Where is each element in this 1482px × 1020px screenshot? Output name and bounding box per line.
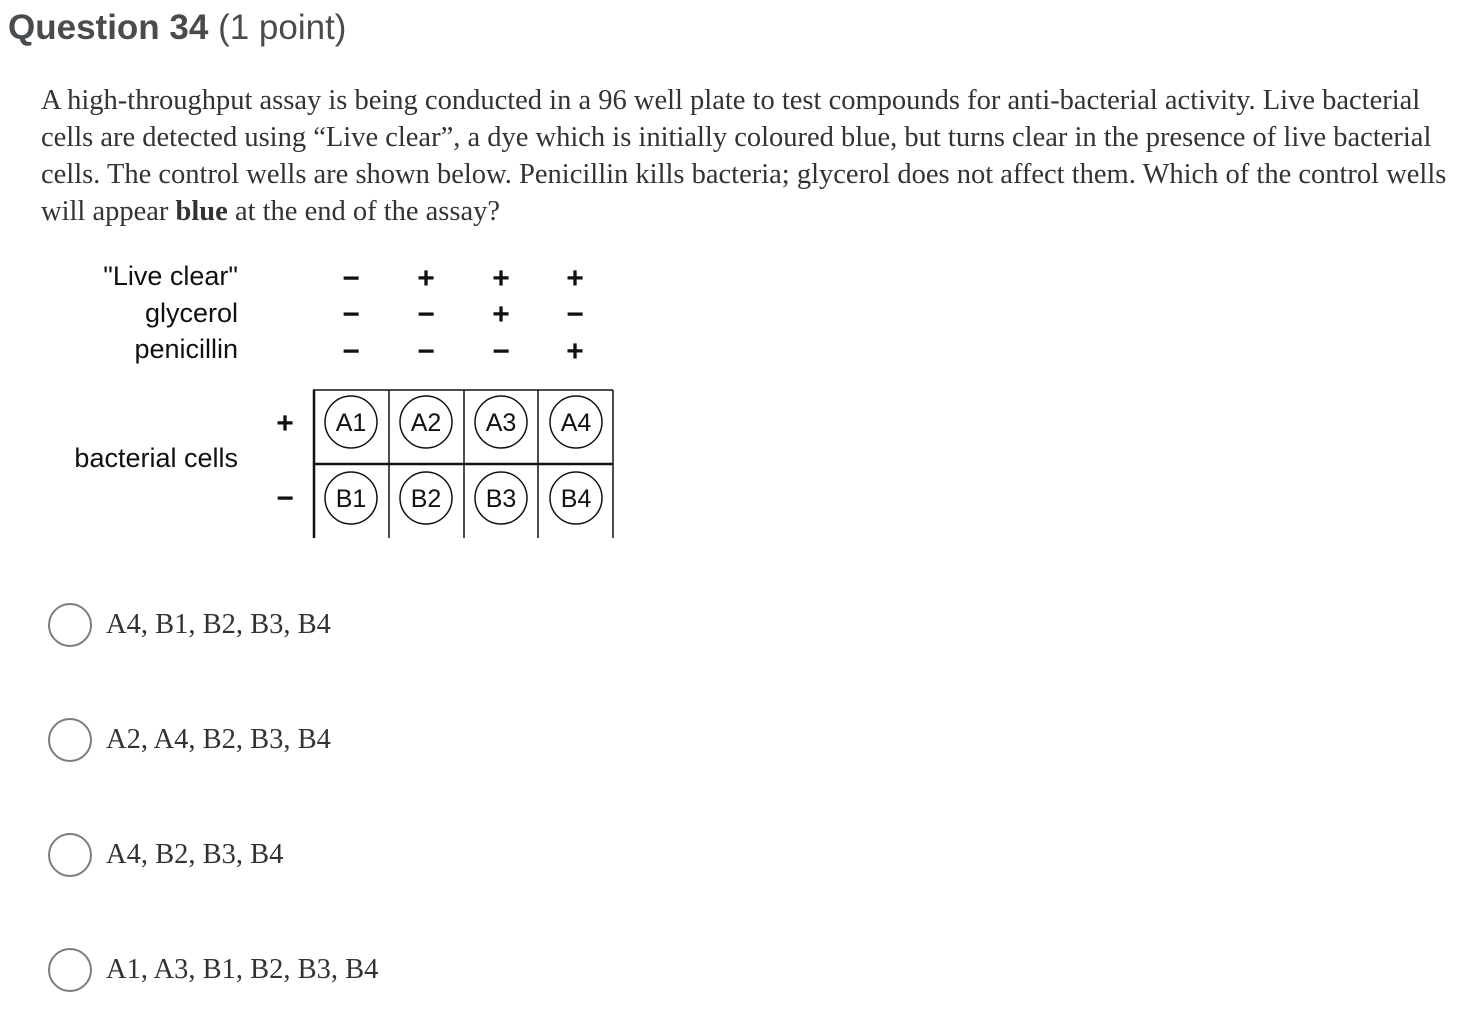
cells-absent-sign: −: [276, 482, 294, 515]
answer-option-label[interactable]: A2, A4, B2, B3, B4: [106, 724, 331, 755]
well-a3-label: A3: [485, 409, 517, 437]
live-clear-sign-col2: +: [417, 262, 435, 295]
answer-option-label[interactable]: A4, B2, B3, B4: [106, 839, 284, 870]
penicillin-sign-col4: +: [566, 335, 584, 368]
glycerol-sign-col2: −: [417, 298, 435, 331]
cells-present-sign: +: [276, 407, 294, 440]
well-b2-label: B2: [410, 485, 442, 513]
row-label-live-clear: "Live clear": [103, 261, 238, 291]
penicillin-sign-col3: −: [492, 335, 510, 368]
row-label-penicillin: penicillin: [134, 334, 238, 364]
well-b1: [325, 472, 377, 524]
question-header: [8, 6, 346, 50]
live-clear-sign-col4: +: [566, 262, 584, 295]
answer-option-2[interactable]: [48, 716, 331, 764]
live-clear-sign-col1: −: [342, 262, 360, 295]
well-b4: [550, 472, 602, 524]
radio-button[interactable]: [48, 718, 92, 762]
live-clear-sign-col3: +: [492, 262, 510, 295]
control-wells-figure: [0, 250, 680, 550]
penicillin-sign-col1: −: [342, 335, 360, 368]
radio-button[interactable]: [48, 603, 92, 647]
row-label-glycerol: glycerol: [144, 298, 238, 328]
question-stem: [41, 82, 1471, 230]
glycerol-sign-col1: −: [342, 298, 360, 331]
answer-option-3[interactable]: [48, 831, 283, 879]
well-a2: [400, 396, 452, 448]
stem-text: A high-throughput assay is being conducted in a 96 well plate to test compounds for anti-bacterial activity. Live bacterial cells are detected using “Live clear”, a dye which is initially coloured blue, but turns clear in the presence of live bacterial cells. The control wells are shown below. Penicillin kills bacteria; glycerol does not affect them. Which of the control wells will appear: [41, 85, 1447, 227]
well-b2: [400, 472, 452, 524]
well-a1: [325, 396, 377, 448]
bacterial-cells-label: bacterial cells: [74, 443, 238, 473]
well-b3-label: B3: [485, 485, 517, 513]
well-a3: [475, 396, 527, 448]
well-b3: [475, 472, 527, 524]
penicillin-sign-col2: −: [417, 335, 435, 368]
well-a2-label: A2: [410, 409, 442, 437]
stem-bold-word: blue: [175, 196, 228, 227]
answer-option-label[interactable]: A1, A3, B1, B2, B3, B4: [106, 954, 379, 985]
well-b4-label: B4: [560, 485, 592, 513]
well-b1-label: B1: [335, 485, 367, 513]
question-points: (1 point): [218, 8, 347, 47]
well-a4-label: A4: [560, 409, 592, 437]
radio-button[interactable]: [48, 833, 92, 877]
stem-text-end: at the end of the assay?: [234, 196, 501, 227]
glycerol-sign-col3: +: [492, 298, 510, 331]
question-title: Question 34: [8, 8, 209, 47]
answer-option-label[interactable]: A4, B1, B2, B3, B4: [106, 609, 331, 640]
radio-button[interactable]: [48, 948, 92, 992]
well-a1-label: A1: [335, 409, 367, 437]
well-a4: [550, 396, 602, 448]
answer-option-4[interactable]: [48, 946, 378, 994]
answer-option-1[interactable]: [48, 601, 331, 649]
glycerol-sign-col4: −: [566, 298, 584, 331]
